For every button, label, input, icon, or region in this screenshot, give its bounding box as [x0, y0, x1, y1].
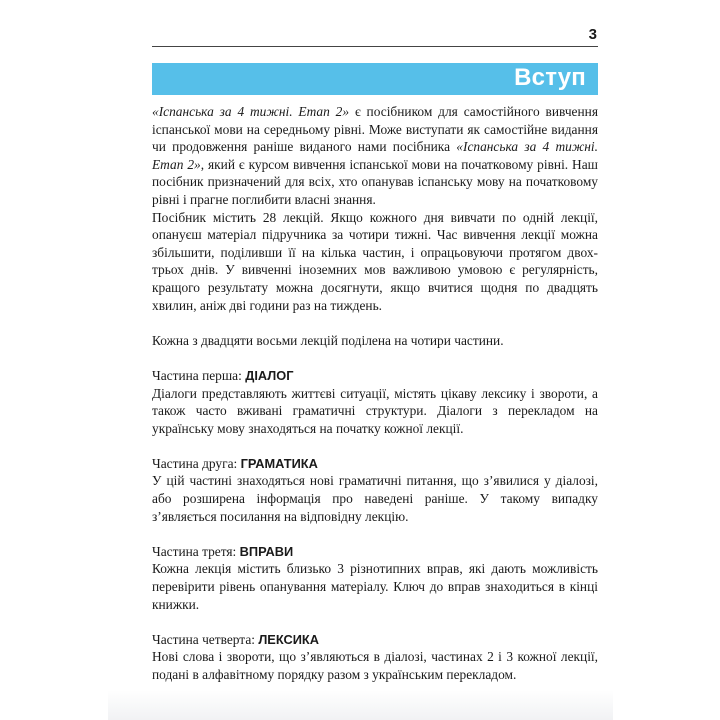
section-heading — [152, 631, 598, 649]
intro-paragraph-2: Посібник містить 28 лекцій. Якщо кожного дня вивчати по одній лекції, опануєш матеріал підручника за чотири тижні. Час вивчення лекції можна збільшити, поділивши її на кілька частин, і опрацьовуючи протягом двох-трьох днів. У вивченні іноземних мов важливою умовою є регулярність, кращого результату можна досягнути, якщо вчитися щодня по двадцять хвилин, аніж дві години раз на тиждень. — [152, 209, 598, 313]
section-text: Нові слова і звороти, що з’являються в діалозі, частинах 2 і 3 кожної лекції, подані в алфавітному порядку разом з українським перекладом. — [152, 649, 598, 682]
section-heading — [152, 543, 598, 561]
section-name: ГРАМАТИКА — [240, 455, 318, 471]
intro-text: є посібником для самостійного вивчення іспанської мови на середньому рівні. Може виступати як самостійне видання чи продовження раніше виданого нами посібника — [152, 104, 598, 155]
section-name: ДІАЛОГ — [245, 367, 294, 383]
page-number: 3 — [588, 26, 597, 43]
section-name: ЛЕКСИКА — [258, 631, 319, 647]
section-heading — [152, 367, 598, 385]
intro-text: , який є курсом вивчення іспанської мови на початковому рівні. Наш посібник призначений для всіх, хто опанував іспанську мову на початковому рівні і прагне поглибити власні знання. — [152, 156, 598, 207]
section-label: Частина друга: — [152, 455, 241, 471]
intro-paragraph-1 — [152, 103, 598, 209]
section-text: Діалоги представляють життєві ситуації, містять цікаву лексику і звороти, а також часто вживані граматичні структури. Діалоги з перекладом на українську мову знаходяться на початку кожної лекції. — [152, 385, 598, 436]
header-rule — [152, 46, 598, 47]
section-label: Частина третя: — [152, 543, 240, 559]
title-band — [152, 63, 598, 95]
book-title: «Іспанська за 4 тижні. Етап 2» — [152, 104, 350, 119]
section-label: Частина четверта: — [152, 631, 259, 647]
intro-paragraph-3: Кожна з двадцяти восьми лекцій поділена на чотири частини. — [152, 332, 504, 348]
body-text — [152, 103, 598, 684]
page-title: Вступ — [514, 64, 586, 91]
section-text: У цій частині знаходяться нові граматичні питання, що з’явилися у діалозі, або розширена інформація про наведені раніше. У такому випадку з’являється посилання на відповідну лекцію. — [152, 473, 598, 524]
section-name: ВПРАВИ — [239, 543, 294, 559]
book-title: «Іспанська за 4 тижні. Етап 2» — [152, 139, 598, 172]
page-bottom-shade — [108, 690, 613, 720]
section-label: Частина перша: — [152, 367, 246, 383]
section-heading — [152, 455, 598, 473]
section-text: Кожна лекція містить близько 3 різнотипних вправ, які дають можливість перевірити рівень опанування матеріалу. Ключ до вправ знаходиться в кінці книжки. — [152, 561, 598, 612]
